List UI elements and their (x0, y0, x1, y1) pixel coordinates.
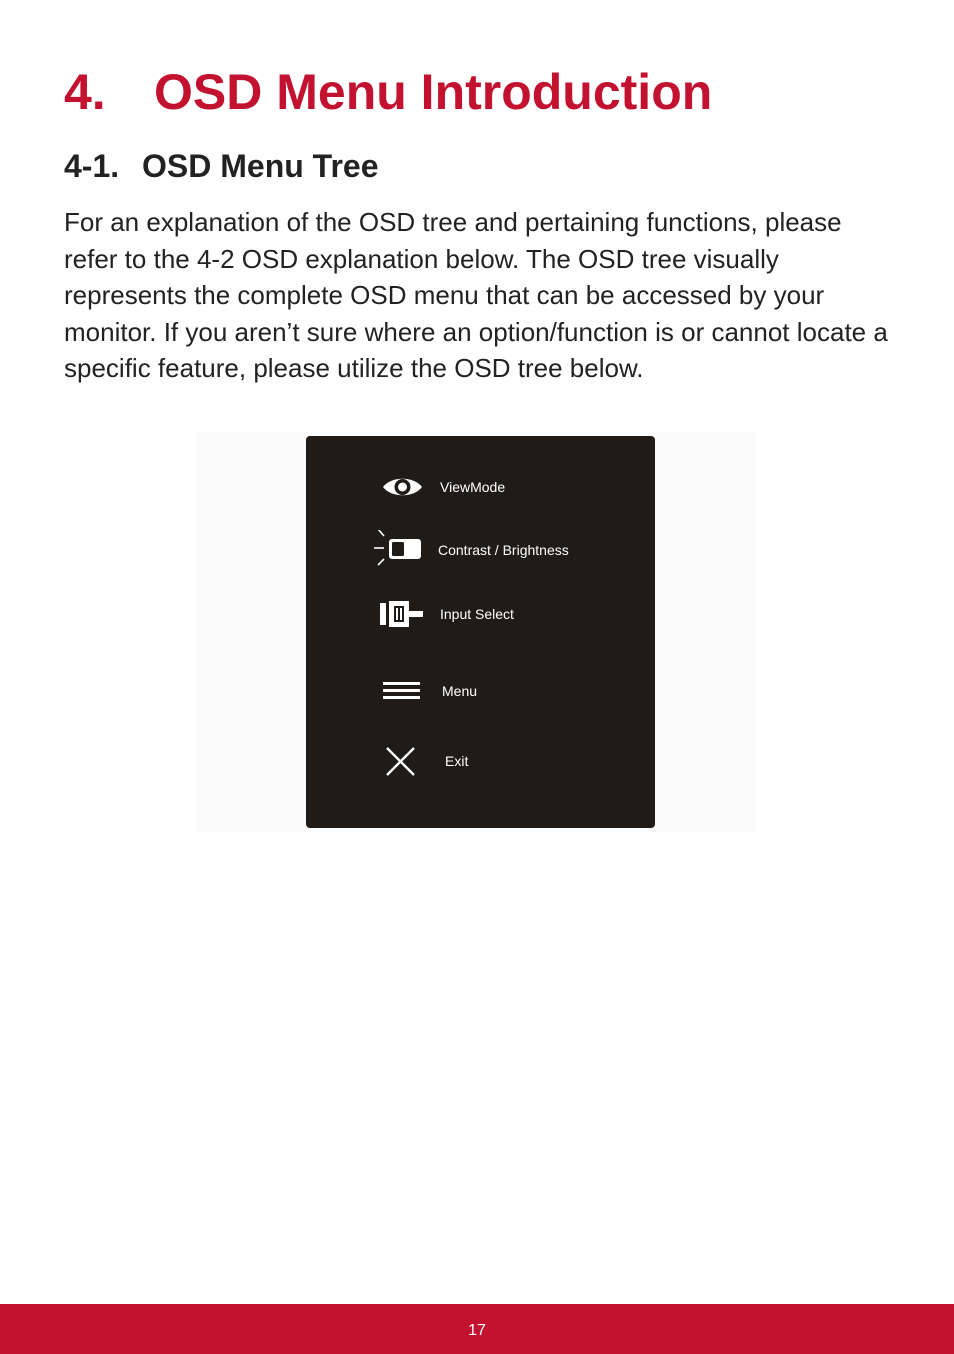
osd-item-contrast-brightness[interactable] (306, 530, 655, 570)
osd-item-label: Input Select (440, 606, 514, 622)
page-title (64, 62, 712, 122)
chapter-number: 4. (64, 64, 106, 120)
contrast-brightness-icon (370, 530, 430, 570)
osd-item-label: ViewMode (440, 479, 506, 495)
osd-item-input-select[interactable] (306, 594, 655, 634)
osd-menu-panel (306, 436, 655, 828)
input-connector-icon (376, 594, 436, 634)
osd-item-label: Contrast / Brightness (438, 542, 569, 558)
chapter-title: OSD Menu Introduction (154, 64, 713, 120)
page-number: 17 (468, 1322, 486, 1339)
footer-bar (0, 1304, 954, 1354)
section-title-text: OSD Menu Tree (142, 148, 379, 184)
section-title (64, 146, 379, 186)
osd-item-label: Exit (445, 753, 469, 769)
osd-item-label: Menu (442, 683, 478, 699)
close-icon (382, 741, 442, 781)
hamburger-menu-icon (380, 671, 440, 711)
eye-icon (378, 467, 438, 507)
osd-item-viewmode[interactable] (306, 467, 655, 507)
osd-item-exit[interactable] (306, 741, 655, 781)
osd-item-menu[interactable] (306, 671, 655, 711)
intro-paragraph: For an explanation of the OSD tree and pertaining functions, please refer to the 4-2 OSD explanation below. The OSD tree visually represents the complete OSD menu that can be accessed by your monitor. If you aren’t sure where an option/function is or cannot locate a specific feature, please utilize the OSD tree below. (64, 207, 888, 384)
section-number: 4-1. (64, 148, 120, 184)
